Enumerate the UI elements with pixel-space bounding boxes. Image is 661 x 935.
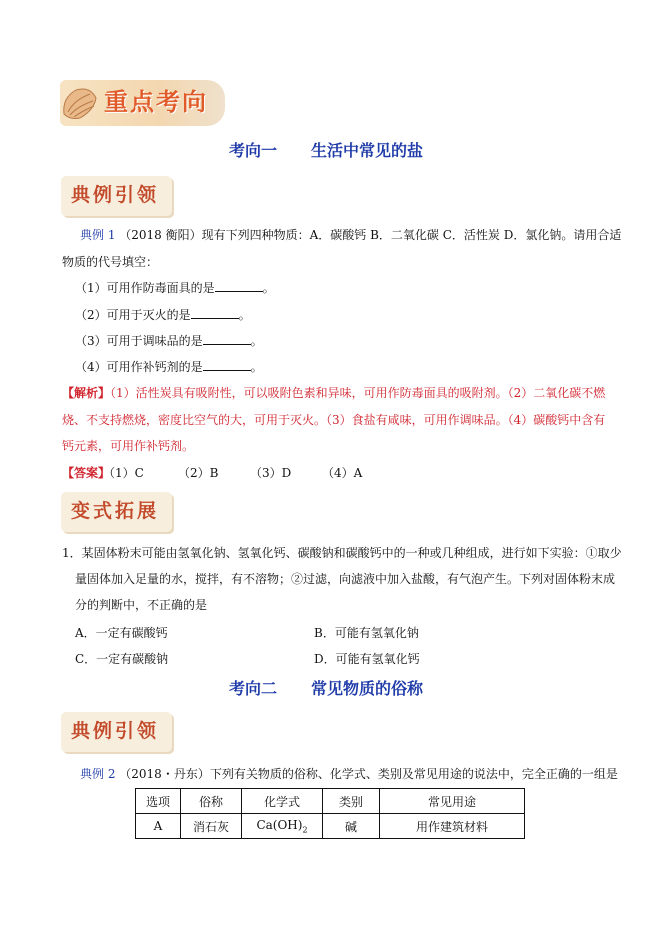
table-cell xyxy=(242,814,323,839)
table-header: 俗称 xyxy=(181,789,242,814)
table-row xyxy=(136,814,525,839)
example-tag-1 xyxy=(61,176,172,216)
answer-blank-1[interactable] xyxy=(215,280,263,292)
analysis-line3: 钙元素，可用作补钙剂。 xyxy=(62,439,195,453)
answer-label: 【答案】 xyxy=(62,466,111,480)
answer-3: （3）D xyxy=(250,466,292,480)
period: 。 xyxy=(262,281,275,295)
question-2-text: （2）可用于灭火的是 xyxy=(75,308,191,322)
section-title-1-number: 考向一 xyxy=(229,141,278,160)
section-title-2 xyxy=(229,679,423,699)
variant-q1-line3: 分的判断中，不正确的是 xyxy=(75,598,208,612)
answer-blank-4[interactable] xyxy=(203,359,251,371)
question-2 xyxy=(75,307,251,323)
table-header: 常见用途 xyxy=(380,789,525,814)
tag-label: 典例引领 xyxy=(71,184,160,206)
answer-4: （4）A xyxy=(322,466,363,480)
section-title-2-number: 考向二 xyxy=(229,679,278,698)
answer-blank-3[interactable] xyxy=(203,333,251,345)
period: 。 xyxy=(250,334,263,348)
table-cell: 用作建筑材料 xyxy=(380,814,525,839)
table-header: 化学式 xyxy=(242,789,323,814)
question-4-text: （4）可用作补钙剂的是 xyxy=(75,360,203,374)
table-header: 类别 xyxy=(323,789,380,814)
tag-label: 变式拓展 xyxy=(71,500,160,522)
question-1 xyxy=(75,280,275,296)
question-4 xyxy=(75,359,263,375)
question-3 xyxy=(75,333,263,349)
table-header: 选项 xyxy=(136,789,181,814)
variant-q1-line1: 1．某固体粉末可能由氢氧化钠、氢氧化钙、碳酸钠和碳酸钙中的一种或几种组成，进行如下实验：①取少 xyxy=(62,546,622,560)
example-2-text: （2018・丹东）下列有关物质的俗称、化学式、类别及常见用途的说法中，完全正确的一组是 xyxy=(119,767,618,781)
answer-blank-2[interactable] xyxy=(191,307,239,319)
example-2-line1 xyxy=(80,766,618,782)
option-d[interactable]: D．可能有氢氧化钙 xyxy=(314,652,420,666)
section-title-2-topic: 常见物质的俗称 xyxy=(311,679,424,698)
shell-icon xyxy=(60,84,100,122)
analysis-text-1: （1）活性炭具有吸附性，可以吸附色素和异味，可用作防毒面具的吸附剂。（2）二氧化碳不燃 xyxy=(110,386,606,400)
option-b[interactable]: B．可能有氢氧化钠 xyxy=(314,626,419,640)
section-banner xyxy=(60,80,225,126)
section-title-1-topic: 生活中常见的盐 xyxy=(311,141,424,160)
analysis-line1 xyxy=(62,385,605,401)
table-cell: 消石灰 xyxy=(181,814,242,839)
section-title-1 xyxy=(229,141,423,161)
question-3-text: （3）可用于调味品的是 xyxy=(75,334,203,348)
table-cell: A xyxy=(136,814,181,839)
period: 。 xyxy=(238,308,251,322)
banner-title: 重点考向 xyxy=(104,87,208,116)
example-2-label: 典例 2 xyxy=(80,767,116,781)
example-1-label: 典例 1 xyxy=(80,228,116,242)
period: 。 xyxy=(250,360,263,374)
example-tag-2 xyxy=(61,712,172,752)
example-1-line2: 物质的代号填空： xyxy=(62,255,159,269)
analysis-line2: 烧、不支持燃烧，密度比空气的大，可用于灭火。（3）食盐有咸味，可用作调味品。（4）碳酸钙中含有 xyxy=(62,413,606,427)
answer-1: （1）C xyxy=(103,466,144,480)
option-a[interactable]: A．一定有碳酸钙 xyxy=(75,626,168,640)
tag-label: 典例引领 xyxy=(71,720,160,742)
question-1-text: （1）可用作防毒面具的是 xyxy=(75,281,215,295)
data-table xyxy=(135,788,525,839)
variant-q1-line2: 量固体加入足量的水，搅拌，有不溶物；②过滤，向滤液中加入盐酸，有气泡产生。下列对固体粉末成 xyxy=(75,572,616,586)
option-c[interactable]: C．一定有碳酸钠 xyxy=(75,652,169,666)
table-cell: 碱 xyxy=(323,814,380,839)
variant-tag xyxy=(61,492,172,532)
example-1-line1 xyxy=(80,227,621,243)
formula-text: Ca(OH) xyxy=(256,817,303,832)
example-1-text: （2018 衡阳）现有下列四种物质：A．碳酸钙 B．二氧化碳 C．活性炭 D．氯化钠。请用合适 xyxy=(119,228,622,242)
formula-subscript: 2 xyxy=(302,825,308,835)
table-header-row xyxy=(136,789,525,814)
answer-2: （2）B xyxy=(178,466,219,480)
analysis-label: 【解析】 xyxy=(62,386,111,400)
